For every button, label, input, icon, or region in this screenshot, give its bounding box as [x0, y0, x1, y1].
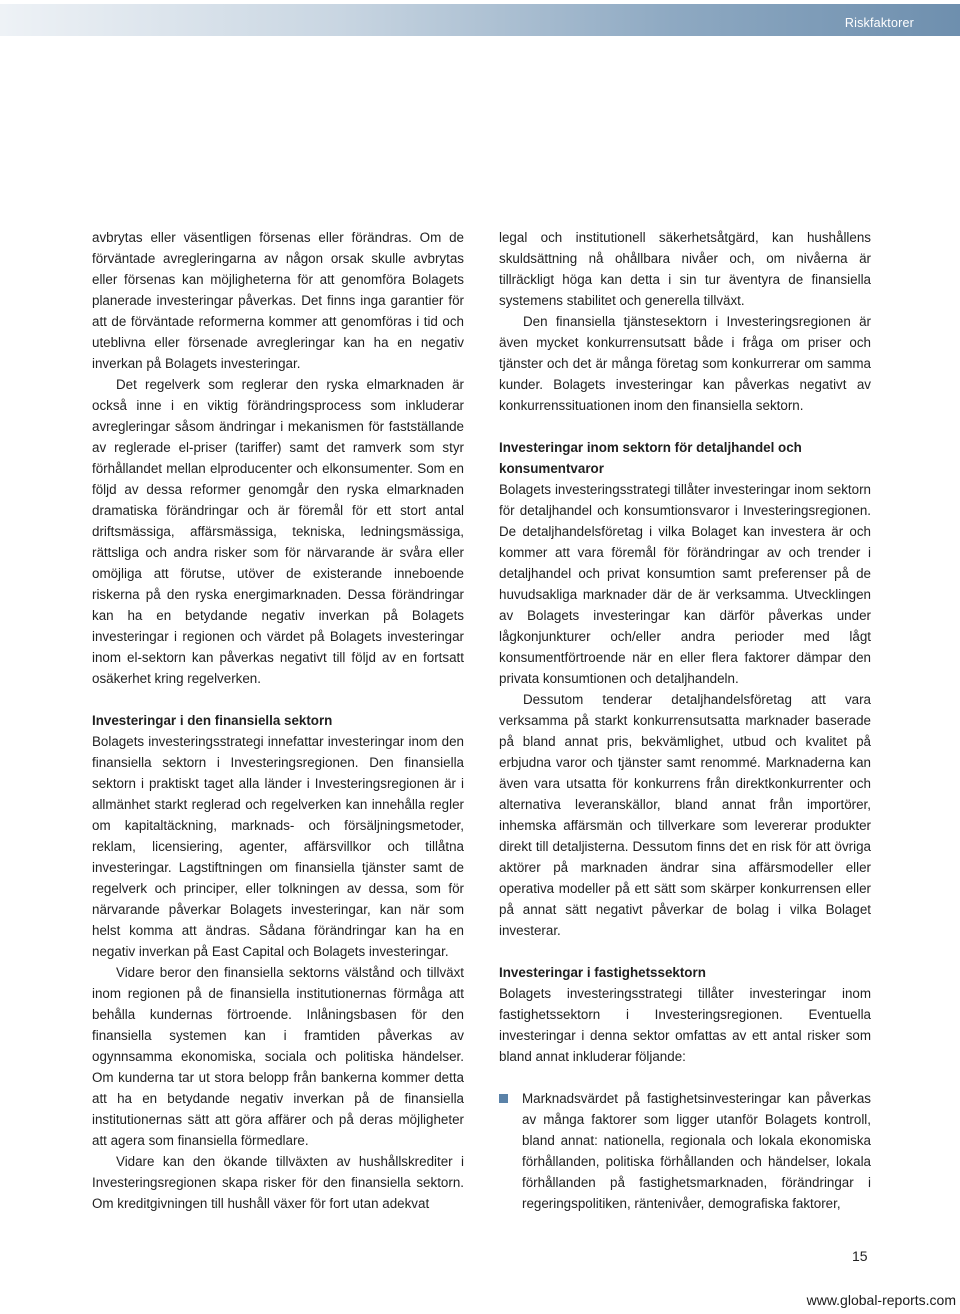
bullet-list [499, 1088, 871, 1214]
body-paragraph: Vidare beror den finansiella sektorns välstånd och tillväxt inom regionen på de finansiella institutionernas förmåga att behålla kundernas förtroende. Inlåningsbasen för den finansiella systemen kan i framtiden påverkas av ogynnsamma ekonomiska, sociala och politiska händelser. Om kunderna tar ut stora belopp från bankerna kommer detta att ha en betydande negativ inverkan på de finansiella institutionernas sätt att göra affärer och på deras möjligheter att agera som finansiella förmedlare. [92, 965, 464, 1148]
body-paragraph: Bolagets investeringsstrategi tillåter investeringar inom sektorn för detaljhandel och konsumtionsvaror i Investeringsregionen. De detaljhandelsföretag i vilka Bolaget kan investera är och kommer att vara föremål för förändringar av och trender i detaljhandel och privat konsumtion samt preferenser på de huvudsakliga marknader där de är verksamma. Utvecklingen av Bolagets investeringar kan därför påverkas under lågkonjunkturer och/eller andra perioder med lågt konsumentförtroende när en eller flera faktorer dämpar den privata konsumtionen och detaljhandeln. [499, 482, 871, 686]
header-bar [0, 4, 960, 36]
body-paragraph: Vidare kan den ökande tillväxten av hushållskrediter i Investeringsregionen skapa risker för den finansiella sektorn. Om kreditgivningen till hushåll växer för fort utan adekvat [92, 1154, 464, 1211]
body-paragraph: legal och institutionell säkerhetsåtgärd, kan hushållens skuldsättning nå ohållbara nivåer och, om nivåerna är tillräckligt höga kan detta i sin tur äventyra de finansiella systemens stabilitet och generella tillväxt. [499, 230, 871, 308]
body-paragraph: Bolagets investeringsstrategi innefattar investeringar inom den finansiella sektorn i Investeringsregionen. Den finansiella sektorn i praktiskt taget alla länder i Investeringsregionen är i allmänhet starkt reglerad och regelverken kan innehålla regler om kapitaltäckning, marknads- och försäljningsmetoder, reklam, licensiering, agenter, affärsvillkor och tillåtna investeringar. Lagstiftningen om finansiella tjänster samt de regelverk och principer, eller tolkningen av dessa, som för närvarande påverkar Bolagets investeringar, kan när som helst komma att ändras. Sådana förändringar kan ha en negativ inverkan på East Capital och Bolagets investeringar. [92, 734, 464, 959]
list-item [499, 1088, 871, 1214]
square-bullet-icon [499, 1094, 508, 1103]
page-number: 15 [852, 1248, 868, 1264]
body-paragraph: Bolagets investeringsstrategi tillåter investeringar inom fastighetssektorn i Investeringsregionen. Eventuella investeringar i denna sektor omfattas av ett antal risker som bland annat inkluderar följande: [499, 986, 871, 1064]
body-paragraph: Det regelverk som reglerar den ryska elmarknaden är också inne i en viktig förändringsprocess som inkluderar avregleringar såsom ändringar i mekanismen för fastställande av reglerade el-priser (tariffer) samt det ramverk som styr förhållandet mellan elproducenter och elkonsumenter. Som en följd av dessa reformer genomgår den ryska elmarknaden dramatiska förändringar och är föremål för ett stort antal driftsmässiga, affärsmässiga, tekniska, ledningsmässiga, rättsliga och andra risker som för närvarande är svåra eller omöjliga att förutse, utöver de existerande inneboende riskerna på den ryska energimarknaden. Dessa förändringar kan ha en betydande negativ inverkan på Bolagets investeringar i regionen och värdet på Bolagets investeringar inom el-sektorn kan påverkas negativt till följd av en fortsatt osäkerhet kring regelverken. [92, 377, 464, 686]
body-paragraph: Den finansiella tjänstesektorn i Investeringsregionen är även mycket konkurrensutsatt både i fråga om priser och tjänster och det är många företag som konkurrerar om samma kunder. Bolagets investeringar kan påverkas negativt av konkurrenssituationen inom den finansiella sektorn. [499, 314, 871, 413]
list-item-text: Marknadsvärdet på fastighetsinvesteringar kan påverkas av många faktorer som ligger utanför Bolagets kontroll, bland annat: nationella, regionala och lokala ekonomiska förhållanden, politiska förhållanden och händelser, lokala förhållanden på fastighetsmarknaden, förändringar i regeringspolitiken, räntenivåer, demografiska faktorer, [522, 1091, 871, 1211]
section-heading: Investeringar i fastighetssektorn [499, 965, 706, 980]
right-column [499, 227, 871, 1214]
section-label: Riskfaktorer [844, 16, 914, 30]
footer-url[interactable]: www.global-reports.com [806, 1292, 956, 1308]
left-column [92, 227, 464, 1214]
body-paragraph: Dessutom tenderar detaljhandelsföretag att vara verksamma på starkt konkurrensutsatta marknader baserade på bland annat pris, bekvämlighet, utbud och kvalitet på erbjudna varor och tjänster samt renommé. Marknaderna kan även vara utsatta för konkurrens från direktkonkurrenter och alternativa leveranskällor, bland annat från importörer, inhemska affärsmän och tillverkare som levererar produkter direkt till detaljisterna. Dessutom finns det en risk för att övriga aktörer på marknaden ändrar sina affärsmodeller eller operativa modeller på ett sätt som skärper konkurrensen eller på annat sätt negativt påverkar de bolag i vilka Bolaget investerar. [499, 692, 871, 938]
section-heading: Investeringar inom sektorn för detaljhandel och konsumentvaror [499, 440, 802, 476]
section-heading: Investeringar i den finansiella sektorn [92, 713, 333, 728]
body-paragraph: avbrytas eller väsentligen försenas eller förändras. Om de förväntade avregleringarna av någon orsak skulle avbrytas eller försenas kan möjligheterna för att genomföra Bolagets planerade investeringar påverkas. Det finns inga garantier för att de förväntade reformerna kommer att genomföras i tid och uteblivna eller försenade avregleringar kan ha en negativ inverkan på Bolagets investeringar. [92, 230, 464, 371]
